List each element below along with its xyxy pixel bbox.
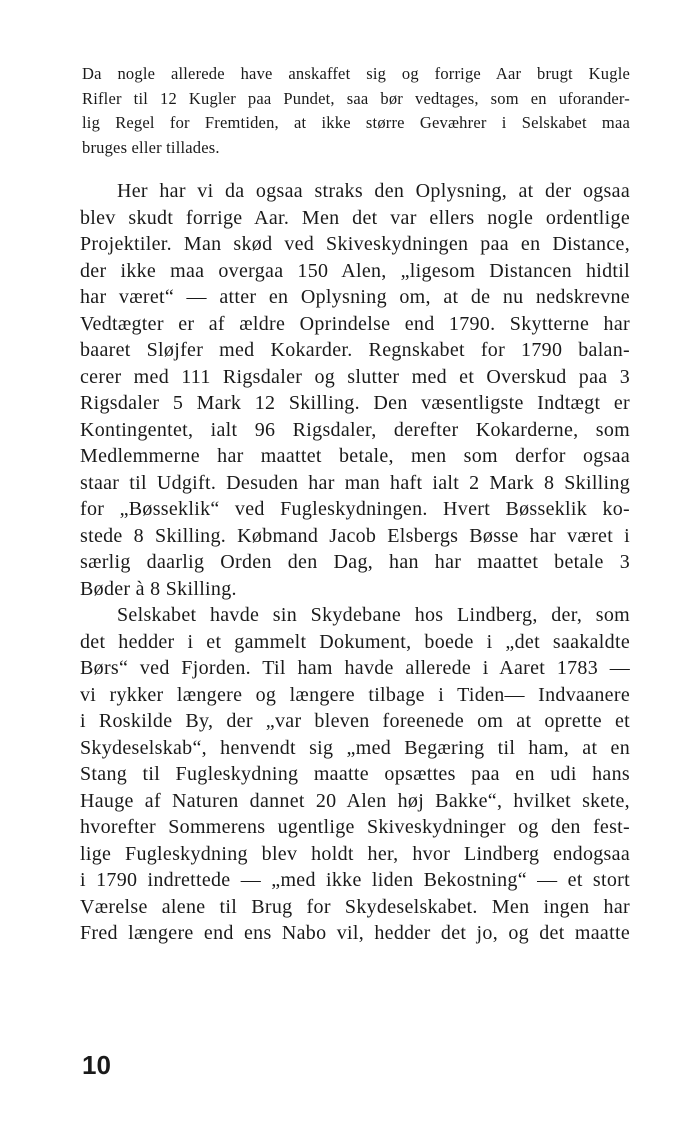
text-line: hvorefter Sommerens ugentlige Skiveskydninger og den fest- [80,816,630,838]
text-line: blev skudt forrige Aar. Men det var ellers nogle ordentlige [80,206,630,229]
quote-line: Da nogle allerede have anskaffet sig og forrige Aar brugt Kugle [82,64,630,83]
quote-line: lig Regel for Fremtiden, at ikke større Gevæhrer i Selskabet maa [82,113,630,132]
quote-line: bruges eller tillades. [82,137,220,157]
text-line: i 1790 indrettede — „med ikke liden Bekostning“ — et stort [80,869,630,891]
text-line: Børs“ ved Fjorden. Til ham havde allerede i Aaret 1783 — [80,657,630,679]
text-line: der ikke maa overgaa 150 Alen, „ligesom Distancen hidtil [80,259,630,282]
text-line: Bøder à 8 Skilling. [80,577,237,600]
text-line: Stang til Fugleskydning maatte opsættes paa en udi hans [80,763,630,785]
text-line: Her har vi da ogsaa straks den Oplysning, at der ogsaa [117,180,630,202]
text-line: stede 8 Skilling. Købmand Jacob Elsbergs Bøsse har været i [80,524,630,547]
text-line: Rigsdaler 5 Mark 12 Skilling. Den væsentligste Indtægt er [80,392,630,414]
text-line: Selskabet havde sin Skydebane hos Lindberg, der, som [117,604,630,626]
text-line: cerer med 111 Rigsdaler og slutter med et Overskud paa 3 [80,365,630,388]
text-line: Projektiler. Man skød ved Skiveskydningen paa en Distance, [80,233,630,255]
text-line: Kontingentet, ialt 96 Rigsdaler, derefter Kokarderne, som [80,418,630,441]
text-line: staar til Udgift. Desuden har man haft ialt 2 Mark 8 Skilling [80,471,630,494]
body-text [80,178,630,947]
text-line: Vedtægter er af ældre Oprindelse end 1790. Skytterne har [80,312,630,335]
text-line: Medlemmerne har maattet betale, men som derfor ogsaa [80,445,630,467]
quote-line: Rifler til 12 Kugler paa Pundet, saa bør vedtages, som en uforander- [82,88,630,108]
text-line: Fred længere end ens Nabo vil, hedder det jo, og det maatte [80,922,630,944]
paragraph-1 [80,178,630,602]
page-number: 10 [82,1050,111,1080]
text-line: Skydeselskab“, henvendt sig „med Begæring til ham, at en [80,736,630,759]
text-line: vi rykker længere og længere tilbage i Tiden— Indvaanere [80,683,630,706]
text-line: for „Bøsseklik“ ved Fugleskydningen. Hvert Bøsseklik ko- [80,498,630,520]
text-line: i Roskilde By, der „var bleven foreenede om at oprette et [80,710,630,732]
text-line: det hedder i et gammelt Dokument, boede i „det saakaldte [80,630,630,653]
text-line: særlig daarlig Orden den Dag, han har maattet betale 3 [80,551,630,573]
paragraph-2 [80,602,630,947]
quoted-regulation [82,62,630,160]
text-line: Hauge af Naturen dannet 20 Alen høj Bakke“, hvilket skete, [80,789,630,812]
text-line: baaret Sløjfer med Kokarder. Regnskabet for 1790 balan- [80,339,630,361]
text-line: har været“ — atter en Oplysning om, at de nu nedskrevne [80,286,630,308]
text-line: Værelse alene til Brug for Skydeselskabet. Men ingen har [80,895,630,918]
text-line: lige Fugleskydning blev holdt her, hvor Lindberg endogsaa [80,842,630,865]
